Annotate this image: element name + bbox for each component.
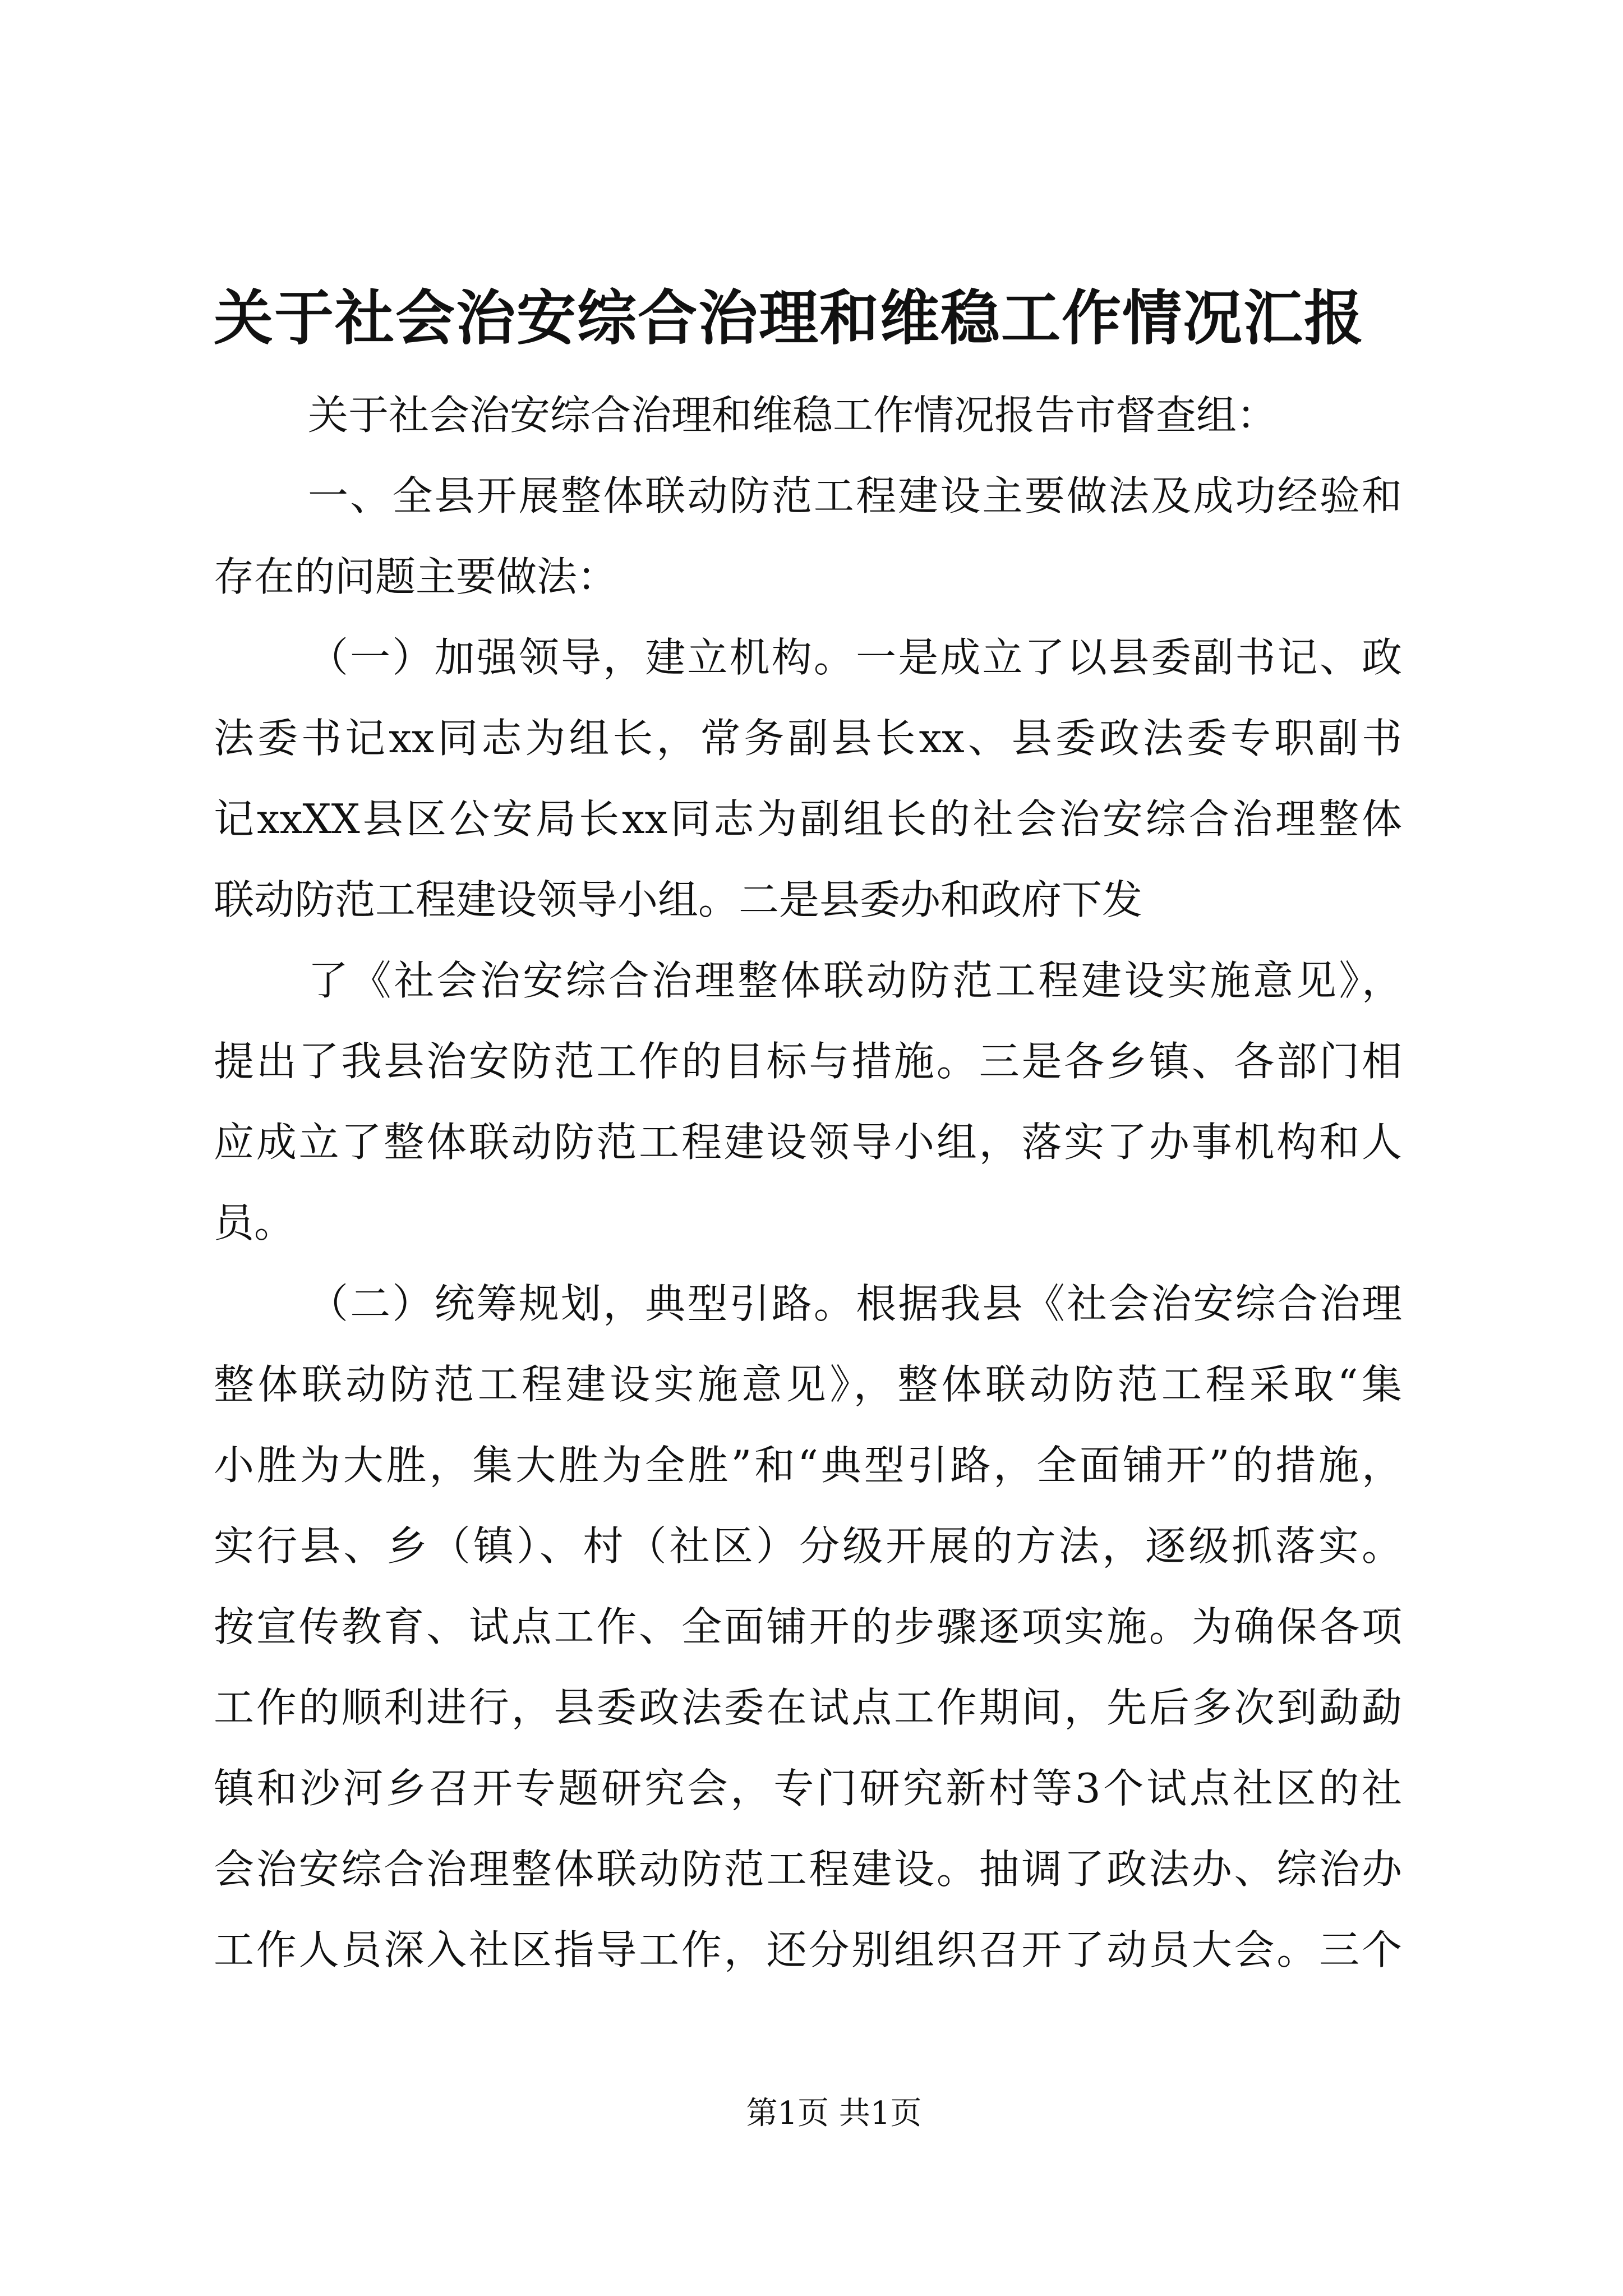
paragraph-line: 小胜为大胜，集大胜为全胜”和“典型引路，全面铺开”的措施， <box>214 1442 1402 1489</box>
paragraph-line: 关于社会治安综合治理和维稳工作情况报告市督查组： <box>308 392 1278 439</box>
paragraph-line: 员。 <box>214 1199 295 1246</box>
paragraph-line: 整体联动防范工程建设实施意见》，整体联动防范工程采取“集 <box>214 1361 1402 1408</box>
paragraph-line: 镇和沙河乡召开专题研究会，专门研究新村等3个试点社区的社 <box>214 1765 1402 1812</box>
paragraph-line: 一、全县开展整体联动防范工程建设主要做法及成功经验和 <box>308 472 1402 519</box>
paragraph-line: 提出了我县治安防范工作的目标与措施。三是各乡镇、各部门相 <box>214 1038 1402 1085</box>
paragraph-line: 实行县、乡（镇）、村（社区）分级开展的方法，逐级抓落实。 <box>214 1522 1402 1570</box>
paragraph-line: 工作的顺利进行，县委政法委在试点工作期间，先后多次到勐勐 <box>214 1684 1402 1731</box>
paragraph-line: 会治安综合治理整体联动防范工程建设。抽调了政法办、综治办 <box>214 1846 1402 1893</box>
paragraph-line: 按宣传教育、试点工作、全面铺开的步骤逐项实施。为确保各项 <box>214 1603 1402 1650</box>
paragraph-line: （二）统筹规划，典型引路。根据我县《社会治安综合治理 <box>308 1280 1402 1327</box>
paragraph-line: （一）加强领导，建立机构。一是成立了以县委副书记、政 <box>308 634 1402 681</box>
paragraph-line: 法委书记xx同志为组长，常务副县长xx、县委政法委专职副书 <box>214 715 1402 762</box>
paragraph-line: 联动防范工程建设领导小组。二是县委办和政府下发 <box>214 876 1143 923</box>
paragraph-line: 了《社会治安综合治理整体联动防范工程建设实施意见》， <box>308 957 1402 1004</box>
paragraph-line: 存在的问题主要做法： <box>214 553 618 600</box>
document-title: 关于社会治安综合治理和维稳工作情况汇报 <box>214 283 1364 353</box>
page-number-footer: 第1页 共1页 <box>746 2095 922 2132</box>
paragraph-line: 应成立了整体联动防范工程建设领导小组，落实了办事机构和人 <box>214 1119 1402 1166</box>
paragraph-line: 记xxXX县区公安局长xx同志为副组长的社会治安综合治理整体 <box>214 795 1402 843</box>
paragraph-line: 工作人员深入社区指导工作，还分别组织召开了动员大会。三个 <box>214 1926 1402 1973</box>
